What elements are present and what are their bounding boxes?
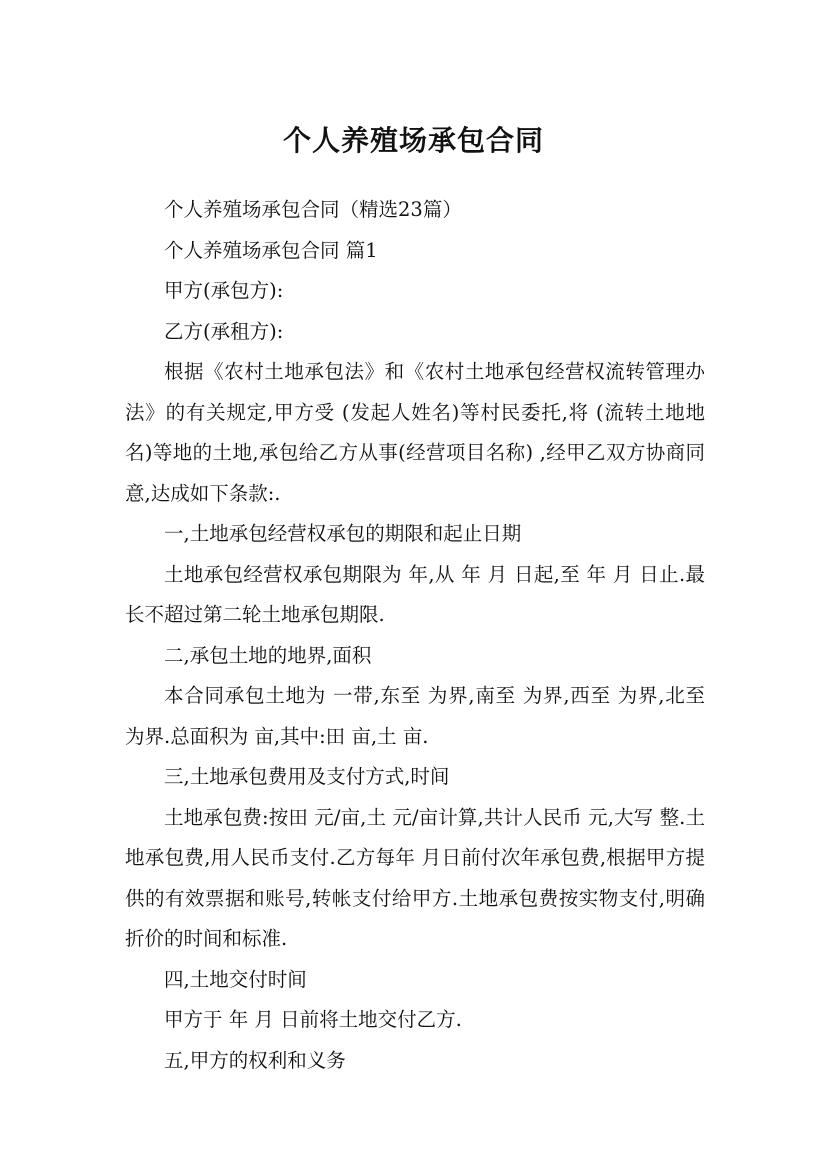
paragraph-party-b: 乙方(承租方): — [164, 319, 284, 343]
paragraph-term: 土地承包经营权承包期限为 年,从 年 月 日起,至 年 月 日止.最长不超过第二轮土地承包期限. — [125, 562, 705, 626]
document-body — [125, 190, 712, 1081]
paragraph-part-heading: 个人养殖场承包合同 篇1 — [164, 238, 378, 262]
paragraph-preamble: 根据《农村土地承包法》和《农村土地承包经营权流转管理办法》的有关规定,甲方受 (发起人姓名)等村民委托,将 (流转土地地名)等地的土地,承包给乙方从事(经营项目名称) ,经甲乙双方协商同意,达成如下条款:. — [125, 360, 705, 505]
section-heading-4: 四,土地交付时间 — [164, 967, 307, 991]
section-heading-2: 二,承包土地的地界,面积 — [164, 643, 372, 667]
paragraph-party-a: 甲方(承包方): — [164, 279, 284, 302]
document-title: 个人养殖场承包合同 — [282, 123, 544, 157]
paragraph-subtitle: 个人养殖场承包合同（精选23篇） — [164, 198, 462, 221]
section-heading-1: 一,土地承包经营权承包的期限和起止日期 — [164, 522, 522, 545]
paragraph-delivery: 甲方于 年 月 日前将土地交付乙方. — [164, 1008, 462, 1031]
section-heading-5: 五,甲方的权利和义务 — [164, 1048, 346, 1072]
section-heading-3: 三,土地承包费用及支付方式,时间 — [164, 765, 450, 788]
paragraph-boundary: 本合同承包土地为 一带,东至 为界,南至 为界,西至 为界,北至 为界.总面积为 亩,其中:田 亩,土 亩. — [125, 684, 712, 748]
paragraph-fee: 土地承包费:按田 元/亩,土 元/亩计算,共计人民币 元,大写 整.土地承包费,用人民币支付.乙方每年 月日前付次年承包费,根据甲方提供的有效票据和账号,转帐支付给甲方.土地承包费按实物支付,明确折价的时间和标准. — [125, 805, 705, 950]
